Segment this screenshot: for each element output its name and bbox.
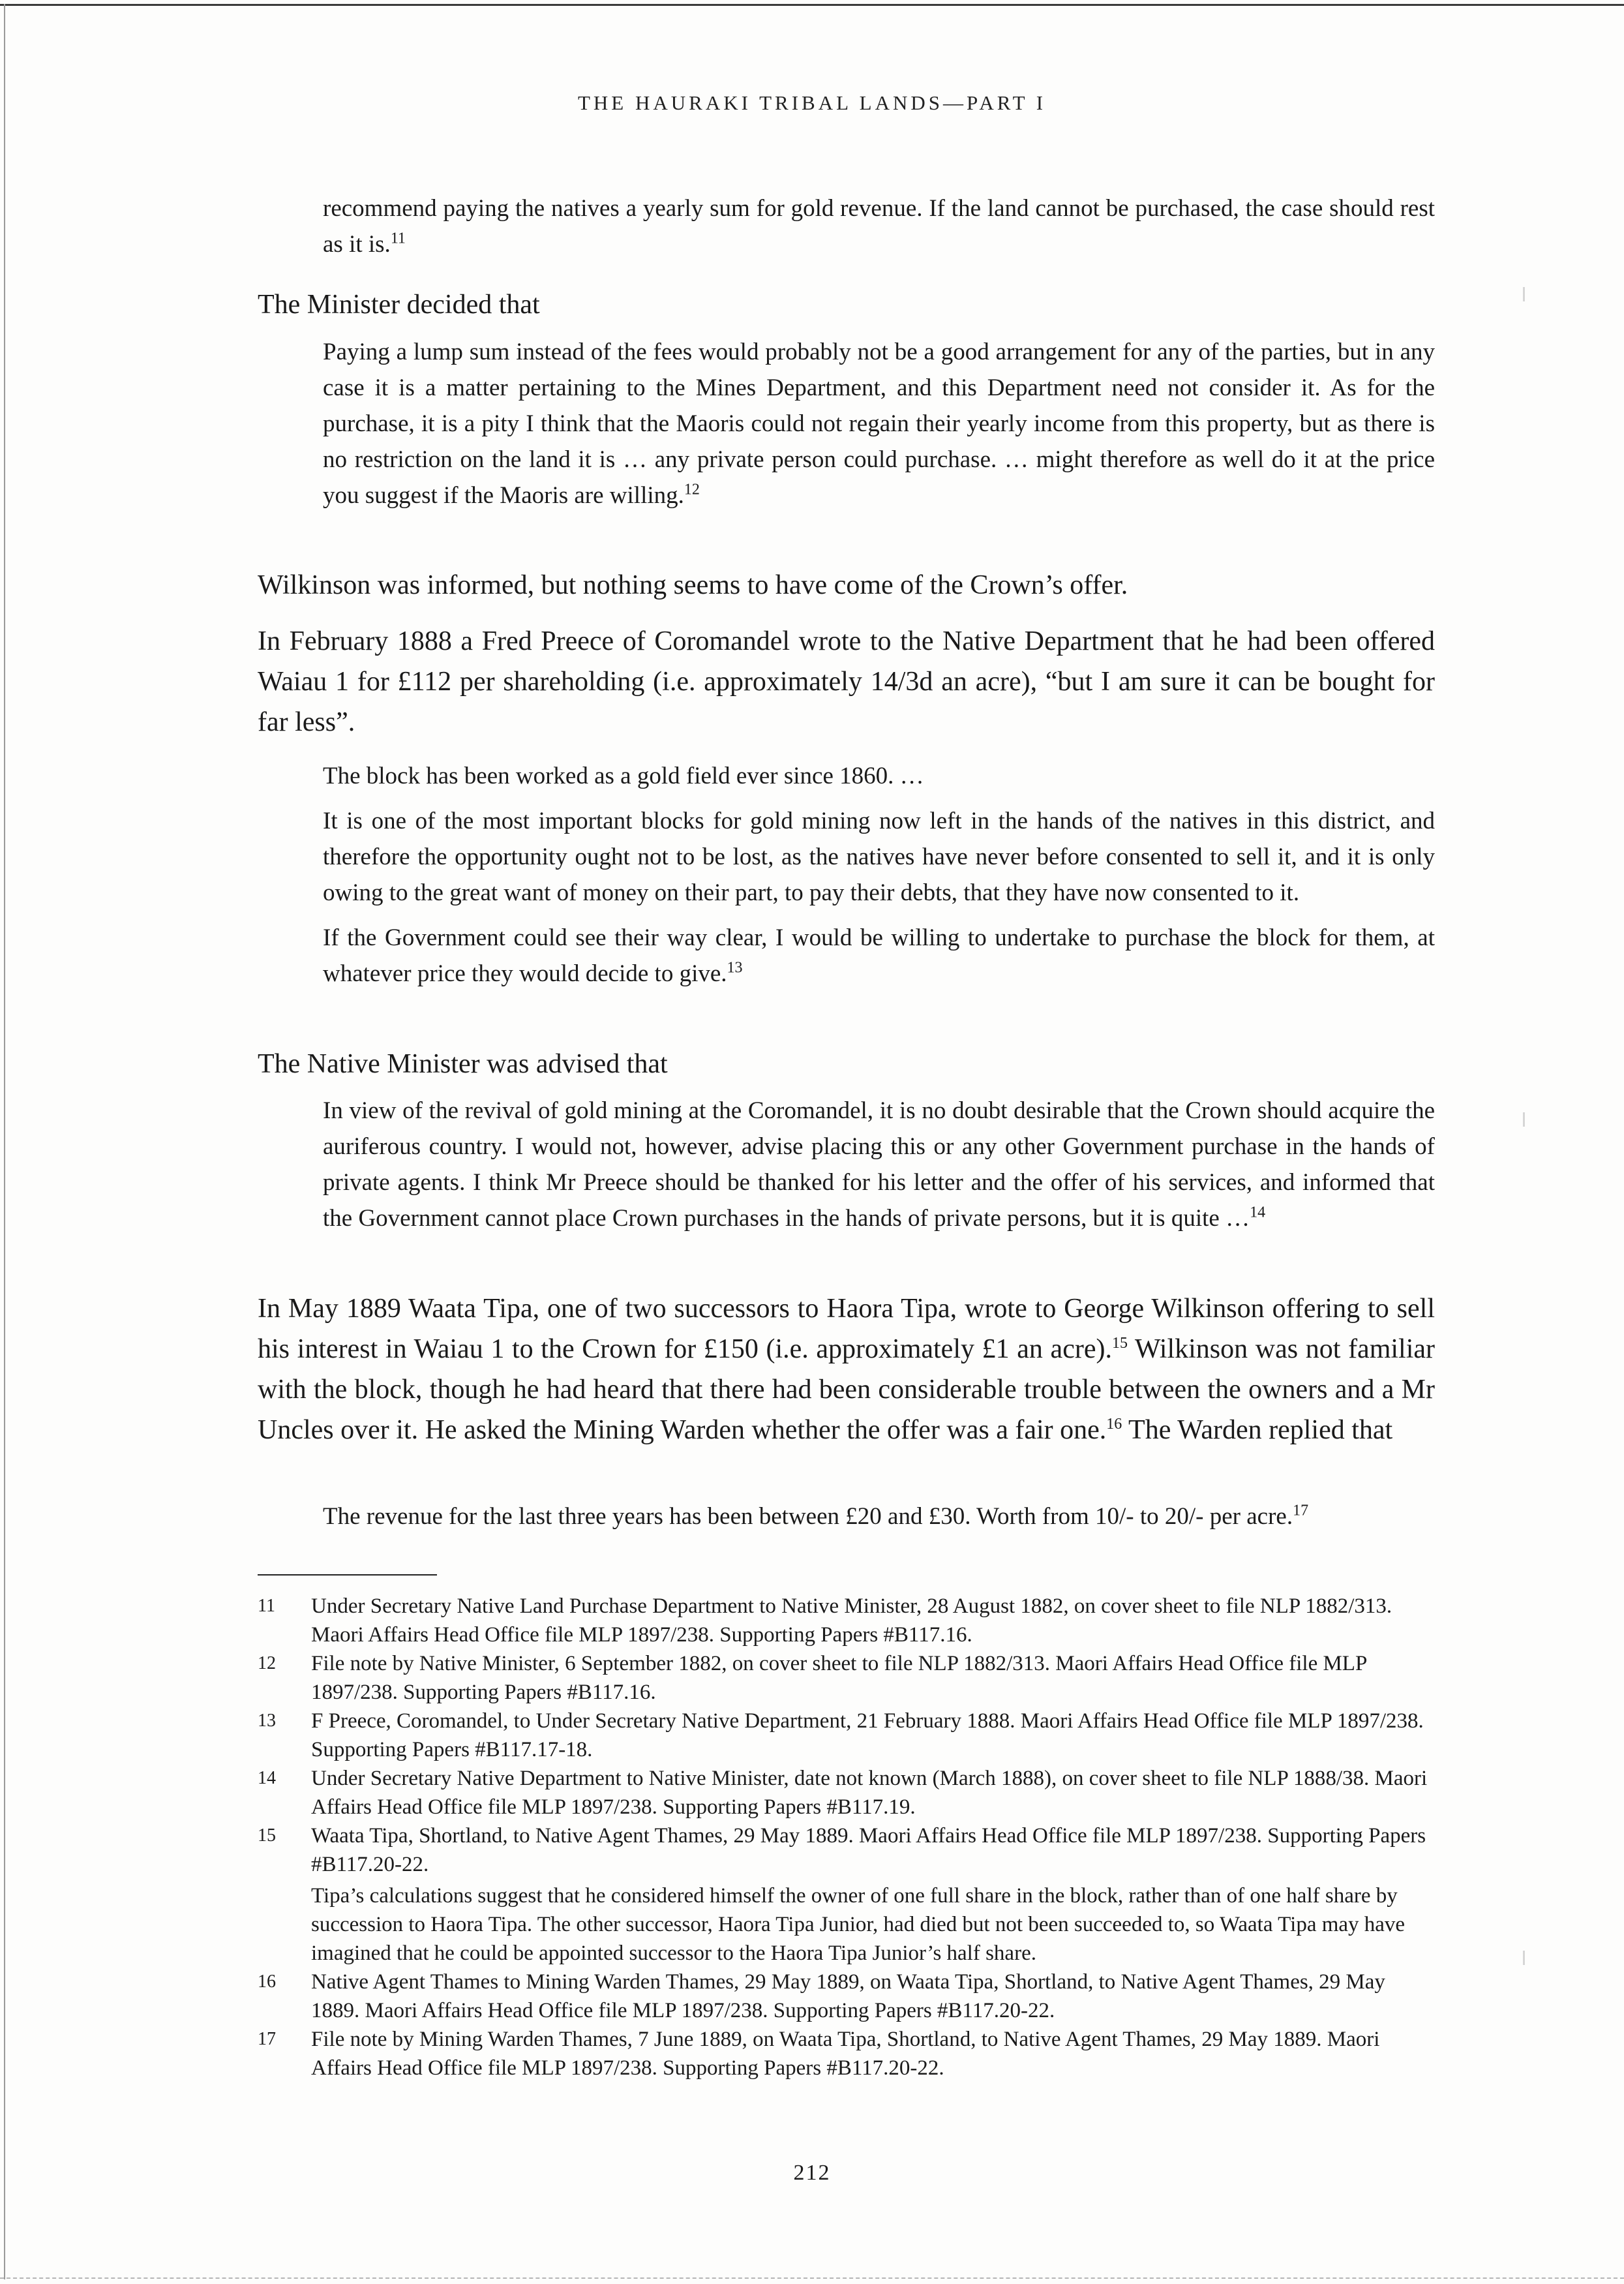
footnote <box>258 1821 1435 1968</box>
scan-top-edge <box>0 4 1624 6</box>
footnotes <box>258 1592 1435 2082</box>
page-number: 212 <box>793 2161 831 2185</box>
footnote-number: 17 <box>258 2029 276 2049</box>
footnote <box>258 1764 1435 1821</box>
intro-line: The Native Minister was advised that <box>258 1049 668 1079</box>
footnote-text: Native Agent Thames to Mining Warden Thames, 29 May 1889, on Waata Tipa, Shortland, to Native Agent Thames, 29 May 1889. Maori Affairs Head Office file MLP 1897/238. Supporting Papers #B117.20-22. <box>311 1970 1385 2022</box>
footnote-number: 16 <box>258 1972 276 1992</box>
block-quote-3 <box>258 758 1435 992</box>
intro-line: The Minister decided that <box>258 290 540 320</box>
footnote <box>258 1968 1435 2025</box>
footnote-text: Under Secretary Native Land Purchase Department to Native Minister, 28 August 1882, on cover sheet to file NLP 1882/313. Maori Affairs Head Office file MLP 1897/238. Supporting Papers #B117.16. <box>311 1594 1392 1647</box>
quote-text: The revenue for the last three years has been between £20 and £30. Worth from 10/- to 20/- per acre. <box>323 1503 1293 1530</box>
footnote-ref: 17 <box>1293 1502 1309 1519</box>
quote-text: The block has been worked as a gold field ever since 1860. … <box>323 763 924 789</box>
scan-speck <box>1523 1112 1525 1127</box>
footnote-number: 11 <box>258 1596 275 1616</box>
footnote-number: 15 <box>258 1825 276 1846</box>
footnote-text: File note by Mining Warden Thames, 7 June 1889, on Waata Tipa, Shortland, to Native Agent Thames, 29 May 1889. Maori Affairs Head Office file MLP 1897/238. Supporting Papers #B117.20-22. <box>311 2028 1380 2080</box>
running-head: THE HAURAKI TRIBAL LANDS—PART I <box>577 91 1047 114</box>
footnote-ref: 16 <box>1106 1416 1122 1433</box>
block-quote-2 <box>258 334 1435 513</box>
quote-text: In view of the revival of gold mining at the Coromandel, it is no doubt desirable that the Crown should acquire the auriferous country. I would not, however, advise placing this or any other Government purchase in the hands of private agents. I think Mr Preece should be thanked for his letter and the offer of his services, and informed that the Government cannot place Crown purchases in the hands of private persons, but it is quite … <box>323 1097 1435 1232</box>
footnote <box>258 2025 1435 2082</box>
footnote-note: Tipa’s calculations suggest that he considered himself the owner of one full share in the block, rather than of one half share by succession to Haora Tipa. The other successor, Haora Tipa Junior, had died but not been succeeded to, so Waata Tipa may have imagined that he could be appointed successor to the Haora Tipa Junior’s half share. <box>311 1884 1406 1965</box>
footnote-ref: 14 <box>1250 1204 1266 1221</box>
footnote-number: 13 <box>258 1711 276 1731</box>
footnote-ref: 13 <box>727 959 743 977</box>
footnote-ref: 12 <box>684 481 700 498</box>
footnote-text: Waata Tipa, Shortland, to Native Agent Thames, 29 May 1889. Maori Affairs Head Office file MLP 1897/238. Supporting Papers #B117.20-22. <box>311 1824 1426 1876</box>
footnote <box>258 1649 1435 1707</box>
footnote-ref: 11 <box>390 230 406 247</box>
footnote-number: 12 <box>258 1653 276 1673</box>
block-quote-5 <box>258 1499 1435 1534</box>
body-paragraph: Wilkinson was informed, but nothing seems to have come of the Crown’s offer. <box>258 570 1128 600</box>
block-quote-1 <box>258 190 1435 262</box>
footnote-number: 14 <box>258 1768 276 1788</box>
footnote-separator <box>258 1574 437 1576</box>
quote-text: recommend paying the natives a yearly sum for gold revenue. If the land cannot be purchased, the case should rest as it is. <box>323 195 1435 258</box>
footnote-text: F Preece, Coromandel, to Under Secretary Native Department, 21 February 1888. Maori Affairs Head Office file MLP 1897/238. Supporting Papers #B117.17-18. <box>311 1709 1424 1761</box>
quote-text: If the Government could see their way clear, I would be willing to undertake to purchase the block for them, at whatever price they would decide to give. <box>323 924 1435 987</box>
quote-text: Paying a lump sum instead of the fees would probably not be a good arrangement for any of the parties, but in any case it is a matter pertaining to the Mines Department, and this Department need not consider it. As for the purchase, it is a pity I think that the Maoris could not regain their yearly income from this property, but as there is no restriction on the land it is … any private person could purchase. … might therefore as well do it at the price you suggest if the Maoris are willing. <box>323 339 1435 509</box>
footnote-ref: 15 <box>1111 1335 1128 1352</box>
footnote <box>258 1707 1435 1764</box>
scan-speck <box>1523 1951 1525 1965</box>
body-paragraph: In February 1888 a Fred Preece of Coromandel wrote to the Native Department that he had been offered Waiau 1 for £112 per shareholding (i.e. approximately 14/3d an acre), “but I am sure it can be bought for far less”. <box>258 626 1435 737</box>
block-quote-4 <box>258 1093 1435 1236</box>
footnote-text: Under Secretary Native Department to Native Minister, date not known (March 1888), on cover sheet to file NLP 1888/38. Maori Affairs Head Office file MLP 1897/238. Supporting Papers #B117.19. <box>311 1767 1428 1819</box>
quote-text: It is one of the most important blocks for gold mining now left in the hands of the natives in this district, and therefore the opportunity ought not to be lost, as the natives have never before consented to sell it, and it is only owing to the great want of money on their part, to pay their debts, that they have now consented to it. <box>323 808 1435 906</box>
footnote <box>258 1592 1435 1649</box>
scan-bottom-edge <box>0 2277 1624 2279</box>
body-paragraph: In May 1889 Waata Tipa, one of two successors to Haora Tipa, wrote to George Wilkinson offering to sell his interest in Waiau 1 to the Crown for £150 (i.e. approximately £1 an acre).$^{15}$ Wilkinson was not familiar with the block, though he had heard that there had been considerable trouble between the owners and a Mr Uncles over it. He asked the Mining Warden whether the offer was a fair one.$^{16}$ The Warden replied that <box>258 1294 1435 1445</box>
footnote-text: File note by Native Minister, 6 September 1882, on cover sheet to file NLP 1882/313. Maori Affairs Head Office file MLP 1897/238. Supporting Papers #B117.16. <box>311 1652 1367 1704</box>
scan-left-edge <box>4 4 5 2279</box>
scan-speck <box>1523 287 1525 301</box>
